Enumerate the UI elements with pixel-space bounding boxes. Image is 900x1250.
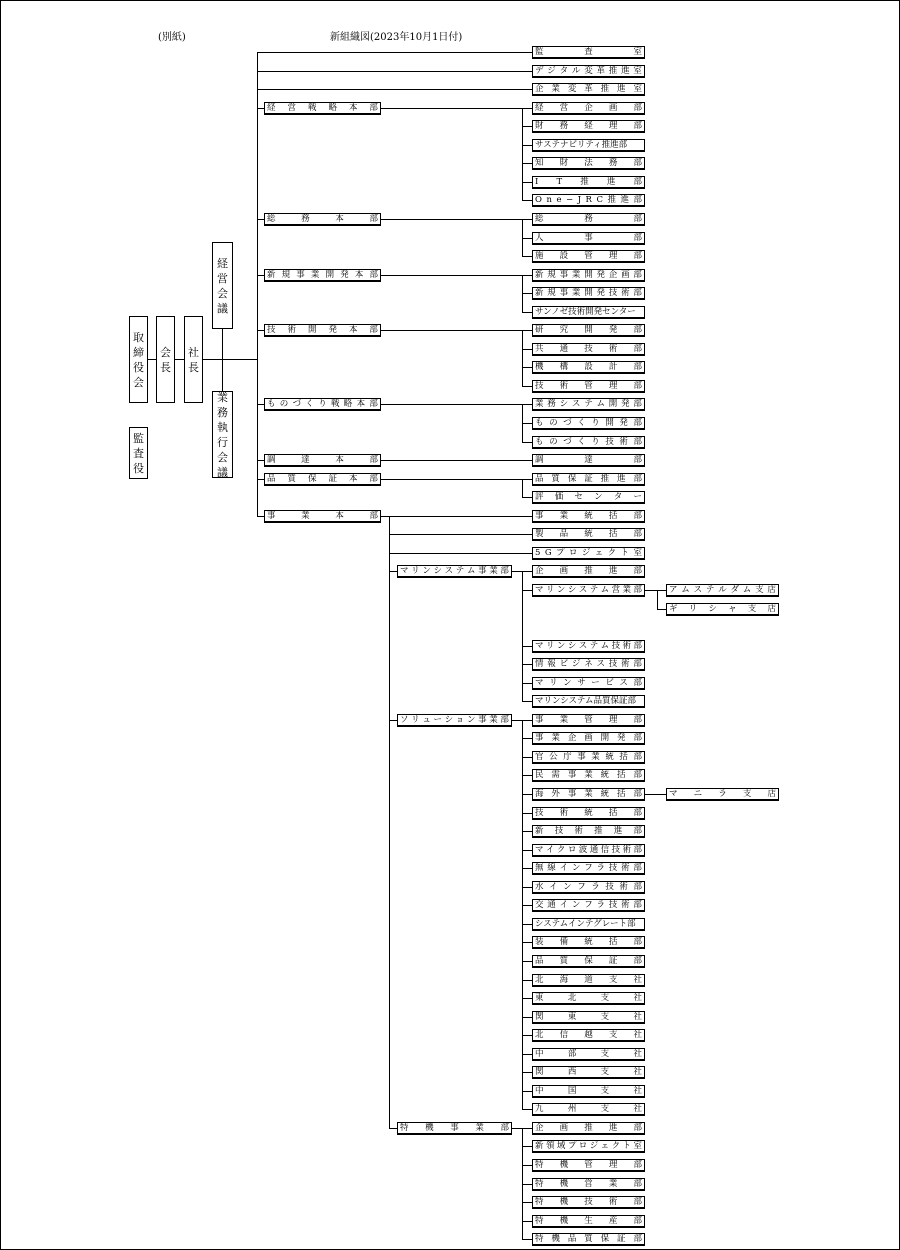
- dept-box: I T 推 進 部: [532, 176, 645, 189]
- dept-box: サンノゼ技術開発センター: [532, 306, 645, 319]
- connector-line: [389, 1128, 397, 1129]
- connector-line: [203, 359, 258, 360]
- connector-line: [522, 479, 523, 497]
- president-box: 社長: [184, 316, 203, 403]
- dept-box: 企 画 推 進 部: [532, 1122, 645, 1135]
- dept-box: 知 財 法 務 部: [532, 157, 645, 170]
- connector-line: [522, 367, 532, 368]
- dept-box: 企 画 推 進 部: [532, 565, 645, 578]
- connector-line: [522, 275, 523, 312]
- connector-line: [522, 1035, 532, 1036]
- connector-line: [657, 590, 658, 609]
- connector-line: [522, 1146, 532, 1147]
- connector-line: [645, 794, 666, 795]
- connector-line: [381, 275, 532, 276]
- connector-line: [389, 720, 397, 721]
- connector-line: [522, 126, 532, 127]
- connector-line: [522, 738, 532, 739]
- connector-line: [257, 460, 264, 461]
- dept-box: 民 需 事 業 統 括 部: [532, 769, 645, 782]
- dept-box: マ イ ク ロ 波 通 信 技 術 部: [532, 844, 645, 857]
- connector-line: [257, 71, 532, 72]
- connector-line: [522, 1221, 532, 1222]
- dept-box: 北 海 道 支 社: [532, 974, 645, 987]
- connector-line: [522, 1202, 532, 1203]
- connector-line: [522, 293, 532, 294]
- dept-box: 事 業 管 理 部: [532, 714, 645, 727]
- unit-box: 企 業 変 革 推 進 室: [532, 83, 645, 96]
- dept-box: 技 術 管 理 部: [532, 380, 645, 393]
- dept-box: 特 機 管 理 部: [532, 1159, 645, 1172]
- connector-line: [522, 1072, 532, 1073]
- connector-line: [257, 108, 264, 109]
- connector-line: [381, 219, 532, 220]
- connector-line: [148, 359, 156, 360]
- dept-box: 特 機 生 産 部: [532, 1215, 645, 1228]
- mgmt-council-box: 経営会議: [212, 242, 233, 329]
- connector-line: [522, 646, 532, 647]
- connector-line: [522, 404, 523, 442]
- connector-line: [381, 460, 532, 461]
- dept-box: 北 信 越 支 社: [532, 1029, 645, 1042]
- dept-box: 新 領 域 プ ロ ジ ェ ク ト 室: [532, 1140, 645, 1153]
- business-unit-box: 製 品 統 括 部: [532, 528, 645, 541]
- dept-box: も の づ く り 技 術 部: [532, 436, 645, 449]
- connector-line: [381, 516, 532, 517]
- connector-line: [522, 1184, 532, 1185]
- connector-line: [257, 404, 264, 405]
- connector-line: [257, 275, 264, 276]
- dept-box: 新 規 事 業 開 発 企 画 部: [532, 269, 645, 282]
- board-box: 取締役会: [129, 316, 148, 403]
- connector-line: [381, 404, 532, 405]
- dept-box: 共 通 技 術 部: [532, 343, 645, 356]
- headquarters-box: 総 務 本 部: [264, 213, 381, 226]
- dept-box: 中 部 支 社: [532, 1048, 645, 1061]
- connector-line: [389, 571, 397, 572]
- connector-line: [522, 775, 532, 776]
- chairman-box: 会長: [156, 316, 175, 403]
- connector-line: [522, 813, 532, 814]
- connector-line: [257, 516, 264, 517]
- connector-line: [175, 359, 184, 360]
- connector-line: [522, 145, 532, 146]
- division-box: ソ リ ュ ー シ ョ ン 事 業 部: [397, 714, 512, 727]
- dept-box: 交 通 イ ン フ ラ 技 術 部: [532, 899, 645, 912]
- dept-box: 東 北 支 社: [532, 992, 645, 1005]
- connector-line: [389, 553, 532, 554]
- business-unit-box: 事 業 統 括 部: [532, 510, 645, 523]
- connector-line: [645, 590, 664, 591]
- division-box: マ リ ン シ ス テ ム 事 業 部: [397, 565, 512, 578]
- dept-box: 九 州 支 社: [532, 1103, 645, 1116]
- auditor-box: 監査役: [129, 427, 148, 479]
- connector-line: [522, 924, 532, 925]
- connector-line: [257, 330, 264, 331]
- unit-box: 監 査 室: [532, 46, 645, 59]
- connector-line: [522, 1091, 532, 1092]
- connector-line: [522, 1017, 532, 1018]
- connector-line: [522, 850, 532, 851]
- exec-council-box: 業務執行会議: [212, 391, 233, 478]
- dept-box: 特 機 品 質 保 証 部: [532, 1233, 645, 1246]
- connector-line: [522, 1239, 532, 1240]
- dept-box: 研 究 開 発 部: [532, 324, 645, 337]
- dept-box: 水 イ ン フ ラ 技 術 部: [532, 881, 645, 894]
- connector-line: [522, 701, 532, 702]
- connector-line: [522, 330, 523, 386]
- connector-line: [522, 961, 532, 962]
- connector-line: [381, 330, 532, 331]
- dept-box: 特 機 技 術 部: [532, 1196, 645, 1209]
- connector-line: [389, 534, 532, 535]
- annex-label: (別紙): [158, 32, 186, 43]
- dept-box: 調 達 部: [532, 454, 645, 467]
- connector-line: [522, 386, 532, 387]
- connector-line: [522, 794, 532, 795]
- dept-box: 新 技 術 推 進 部: [532, 825, 645, 838]
- dept-box: O n e − J R C 推 進 部: [532, 194, 645, 207]
- dept-box: 品 質 保 証 部: [532, 955, 645, 968]
- connector-line: [522, 108, 523, 200]
- connector-line: [257, 89, 532, 90]
- connector-line: [522, 720, 523, 1109]
- dept-box: 施 設 管 理 部: [532, 250, 645, 263]
- connector-line: [522, 200, 532, 201]
- headquarters-box: も の づ く り 戦 略 本 部: [264, 398, 381, 411]
- dept-box: 機 構 設 計 部: [532, 361, 645, 374]
- unit-box: デ ジ タ ル 変 革 推 進 室: [532, 65, 645, 78]
- connector-line: [522, 980, 532, 981]
- connector-line: [522, 1128, 523, 1239]
- connector-line: [381, 479, 532, 480]
- dept-box: マリンシステム品質保証部: [532, 695, 645, 708]
- dept-box: 特 機 営 業 部: [532, 1178, 645, 1191]
- connector-line: [522, 757, 532, 758]
- dept-box: 情 報 ビ ジ ネ ス 技 術 部: [532, 658, 645, 671]
- dept-box: 総 務 部: [532, 213, 645, 226]
- dept-box: 海 外 事 業 統 括 部: [532, 788, 645, 801]
- connector-line: [522, 590, 532, 591]
- connector-line: [522, 349, 532, 350]
- business-hq-box: 事 業 本 部: [264, 510, 381, 523]
- branch-box: ア ム ス テ ル ダ ム 支 店: [666, 584, 779, 597]
- headquarters-box: 技 術 開 発 本 部: [264, 324, 381, 337]
- connector-line: [257, 219, 264, 220]
- dept-box: 財 務 経 理 部: [532, 120, 645, 133]
- connector-line: [257, 52, 258, 516]
- dept-box: 新 規 事 業 開 発 技 術 部: [532, 287, 645, 300]
- connector-line: [522, 1054, 532, 1055]
- connector-line: [522, 219, 523, 256]
- branch-box: マ ニ ラ 支 店: [666, 788, 779, 801]
- dept-box: 官 公 庁 事 業 統 括 部: [532, 751, 645, 764]
- dept-box: 関 西 支 社: [532, 1066, 645, 1079]
- dept-box: も の づ く り 開 発 部: [532, 417, 645, 430]
- dept-box: 人 事 部: [532, 232, 645, 245]
- dept-box: 経 営 企 画 部: [532, 102, 645, 115]
- connector-line: [522, 571, 523, 701]
- headquarters-box: 調 達 本 部: [264, 454, 381, 467]
- connector-line: [257, 479, 264, 480]
- connector-line: [522, 182, 532, 183]
- connector-line: [522, 831, 532, 832]
- connector-line: [522, 442, 532, 443]
- connector-line: [522, 312, 532, 313]
- headquarters-box: 経 営 戦 略 本 部: [264, 102, 381, 115]
- connector-line: [381, 108, 532, 109]
- business-unit-box: 5 G プ ロ ジ ェ ク ト 室: [532, 547, 645, 560]
- connector-line: [222, 329, 223, 391]
- dept-box: マ リ ン シ ス テ ム 技 術 部: [532, 640, 645, 653]
- connector-line: [522, 1165, 532, 1166]
- connector-line: [522, 683, 532, 684]
- connector-line: [257, 52, 532, 53]
- connector-line: [522, 1109, 532, 1110]
- connector-line: [522, 163, 532, 164]
- dept-box: マ リ ン サ ー ビ ス 部: [532, 677, 645, 690]
- dept-box: 品 質 保 証 推 進 部: [532, 473, 645, 486]
- connector-line: [522, 664, 532, 665]
- headquarters-box: 新 規 事 業 開 発 本 部: [264, 269, 381, 282]
- connector-line: [522, 998, 532, 999]
- dept-box: 業 務 シ ス テ ム 開 発 部: [532, 398, 645, 411]
- connector-line: [657, 609, 666, 610]
- branch-box: ギ リ シ ャ 支 店: [666, 603, 779, 616]
- connector-line: [522, 942, 532, 943]
- connector-line: [522, 497, 532, 498]
- connector-line: [389, 516, 390, 1128]
- dept-box: 事 業 企 画 開 発 部: [532, 732, 645, 745]
- connector-line: [522, 238, 532, 239]
- connector-line: [522, 887, 532, 888]
- dept-box: 評 価 セ ン タ ー: [532, 491, 645, 504]
- dept-box: 関 東 支 社: [532, 1011, 645, 1024]
- connector-line: [522, 905, 532, 906]
- connector-line: [522, 868, 532, 869]
- headquarters-box: 品 質 保 証 本 部: [264, 473, 381, 486]
- dept-box: サステナビリティ推進部: [532, 139, 645, 152]
- division-box: 特 機 事 業 部: [397, 1122, 512, 1135]
- connector-line: [522, 423, 532, 424]
- connector-line: [522, 256, 532, 257]
- dept-box: マ リ ン シ ス テ ム 営 業 部: [532, 584, 645, 597]
- dept-box: システムインテグレート部: [532, 918, 645, 931]
- dept-box: 中 国 支 社: [532, 1085, 645, 1098]
- dept-box: 無 線 イ ン フ ラ 技 術 部: [532, 862, 645, 875]
- page-title: 新組織図(2023年10月1日付): [330, 32, 463, 43]
- dept-box: 技 術 統 括 部: [532, 807, 645, 820]
- dept-box: 装 備 統 括 部: [532, 936, 645, 949]
